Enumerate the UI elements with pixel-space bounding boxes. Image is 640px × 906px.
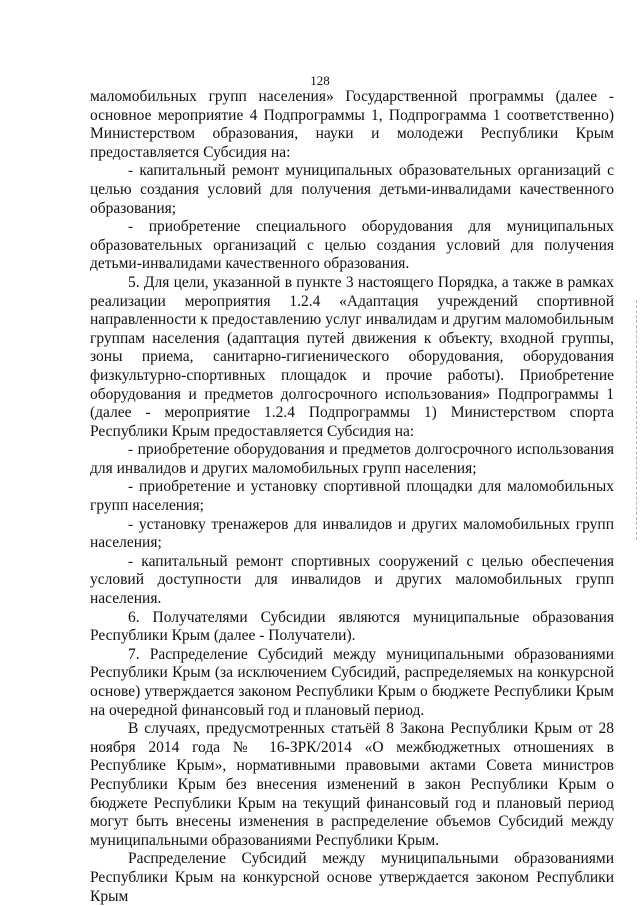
paragraph-8: - капитальный ремонт спортивных сооружений с целью обеспечения условий доступности для инвалидов и других маломобильных групп населения.: [90, 552, 614, 608]
paragraph-7: - установку тренажеров для инвалидов и других маломобильных групп населения;: [90, 515, 614, 552]
paragraph-2: - капитальный ремонт муниципальных образовательных организаций с целью создания условий для получения детьми-инвалидами качественного образования;: [90, 162, 614, 217]
paragraph-12: Распределение Субсидий между муниципальными образованиями Республики Крым на конкурсной основе утверждается законом Республики Крым: [90, 850, 614, 905]
scan-edge-mark: [635, 300, 637, 540]
paragraph-4: 5. Для цели, указанной в пункте 3 настоящего Порядка, а также в рамках реализации мероприятия 1.2.4 «Адаптация учреждений спортивной направленности к предоставлению услуг инвалидам и другим маломобильным группам населения (адаптация путей движения к объекту, входной группы, зоны приема, санитарно-гигиенического оборудования, оборудования физкультурно-спортивных площадок и прочие работы). Приобретение оборудования и предметов долгосрочного использования» Подпрограммы 1 (далее - мероприятие 1.2.4 Подпрограммы 1) Министерством спорта Республики Крым предоставляется Субсидия на:: [90, 273, 614, 440]
paragraph-3: - приобретение специального оборудования для муниципальных образовательных организаций с целью создания условий для получения детьми-инвалидами качественного образования.: [90, 218, 614, 273]
paragraph-6: - приобретение и установку спортивной площадки для маломобильных групп населения;: [90, 478, 614, 515]
paragraph-10: 7. Распределение Субсидий между муниципальными образованиями Республики Крым (за исключением Субсидий, распределяемых на конкурсной основе) утверждается законом Республики Крым о бюджете Республики Крым на очередной финансовый год и плановый период.: [90, 645, 614, 719]
paragraph-11: В случаях, предусмотренных статьёй 8 Закона Республики Крым от 28 ноября 2014 года № 16-ЗРК/2014 «О межбюджетных отношениях в Республике Крым», нормативными правовыми актами Совета министров Республики Крым без внесения изменений в закон Республики Крым о бюджете Республики Крым на текущий финансовый год и плановый период могут быть внесены изменения в распределение объемов Субсидий между муниципальными образованиями Республики Крым.: [90, 720, 614, 849]
paragraph-1: маломобильных групп населения» Государственной программы (далее - основное мероприятие 4 Подпрограммы 1, Подпрограмма 1 соответственно) Министерством образования, науки и молодежи Республики Крым предоставляется Субсидия на:: [90, 88, 614, 161]
paragraph-5: - приобретение оборудования и предметов долгосрочного использования для инвалидов и других маломобильных групп населения;: [90, 441, 614, 477]
paragraph-9: 6. Получателями Субсидии являются муниципальные образования Республики Крым (далее - Получатели).: [90, 608, 614, 645]
document-body: [90, 88, 614, 906]
page-number: 128: [310, 73, 330, 88]
